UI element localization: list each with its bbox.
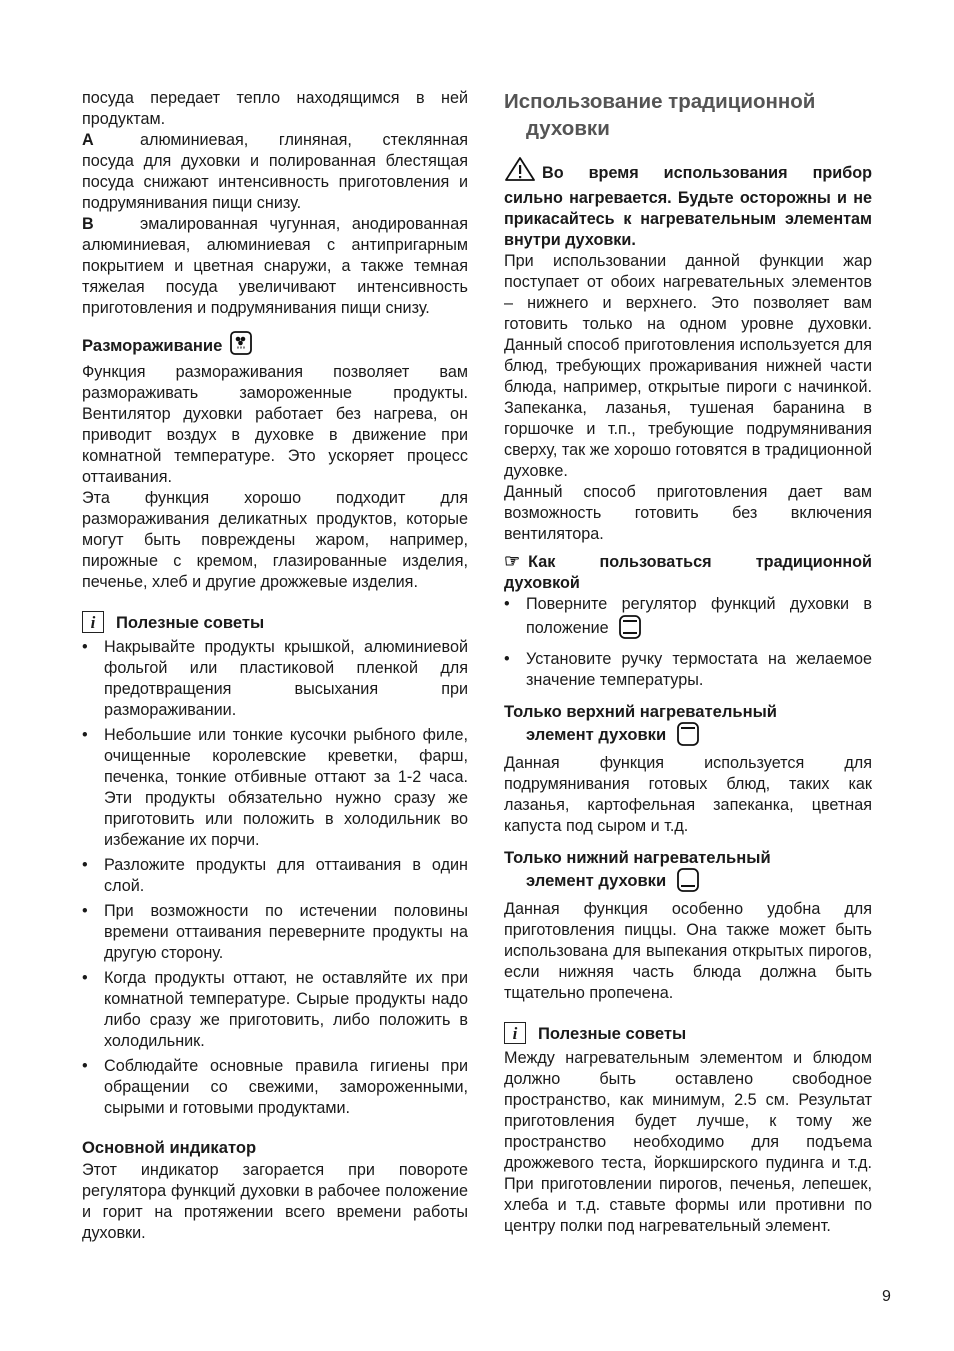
- warning-icon: [504, 156, 536, 188]
- defrost-paragraph-1: Функция размораживания позволяет вам размораживать замороженные продукты. Вентилятор духовки работает без нагрева, он приводит воздух в духовке в движение при комнатной температуре. Это ускоряет процесс оттаивания.: [82, 363, 468, 486]
- bottom-heat-icon: [677, 868, 699, 897]
- indicator-text: Этот индикатор загорается при повороте регулятора функций духовки в рабочее положение и горит на протяжении всего времени работы духовки.: [82, 1161, 468, 1242]
- right-tips-title: Полезные советы: [538, 1023, 687, 1043]
- right-tips-text: Между нагревательным элементом и блюдом должно быть оставлено свободное пространство, как минимум, 2.5 см. Результат приготовления будет лучше, к тому же пространство необходимо для подъема дрожжевого теста, йоркширского пудинга и т.д. При приготовлении пирогов, печенья, лепешек, хлеба и т.д. ставьте формы или противни по центру полки под нагревательный элемент.: [504, 1049, 872, 1235]
- section-title: [504, 88, 872, 142]
- list-item: • Когда продукты оттают, не оставляйте их при комнатной температуре. Сырые продукты надо либо сразу же приготовить, либо положить в холодильник.: [82, 968, 468, 1052]
- tips-heading: [82, 611, 468, 633]
- list-item: • Соблюдайте основные правила гигиены при обращении со свежими, замороженными, сырыми и готовыми продуктами.: [82, 1056, 468, 1119]
- bottom-element-text: Данная функция особенно удобна для приготовления пиццы. Она также может быть использована для выпекания открытых пирогов, если нижняя часть блюда должна быть тщательно пропечена.: [504, 900, 872, 1002]
- top-element-heading: Только верхний нагревательный элемент духовки: [504, 701, 872, 751]
- top-element-text: Данная функция используется для подрумянивания готовых блюд, таких как лазанья, картофельная запеканка, цветная капуста под сыром и т.д.: [504, 754, 872, 835]
- bottom-element-heading: Только нижний нагревательный элемент духовки: [504, 847, 872, 897]
- defrost-title: Размораживание: [82, 336, 223, 355]
- list-item: • При возможности по истечении половины времени оттаивания переверните продукты на другую сторону.: [82, 901, 468, 964]
- howto-heading: ☞ Как пользоваться традиционной духовкой: [504, 551, 872, 592]
- info-icon: i: [82, 611, 104, 633]
- info-icon: i: [504, 1022, 526, 1044]
- list-item: • Разложите продукты для оттаивания в один слой.: [82, 855, 468, 897]
- tips-list: [82, 637, 468, 1119]
- right-tips-heading: [504, 1022, 872, 1044]
- list-item: • Накрывайте продукты крышкой, алюминиевой фольгой или пластиковой пленкой для предотвращения высыхания при размораживании.: [82, 637, 468, 721]
- item-a-full: алюминиевая, глиняная, стеклянная посуда для духовки и полированная блестящая посуда снижают интенсивность приготовления и подрумянивания пищи снизу.: [82, 131, 468, 212]
- defrost-paragraph-2: Эта функция хорошо подходит для размораживания деликатных продуктов, которые могут быть повреждены жаром, например, пирожные с кремом, глазированные изделия, печенье, хлеб и другие дрожжевые изделия.: [82, 489, 468, 591]
- right-paragraph-1: При использовании данной функции жар поступает от обоих нагревательных элементов – нижнего и верхнего. Это позволяет вам готовить только на одном уровне духовки. Данный способ приготовления используется для блюд, требующих прожаривания нижней части блюда, например, открытые пироги с начинкой. Запеканка, лазанья, тушеная баранина в горшочке и т.п., требующие подрумянивания сверху, так же хорошо готовятся в традиционной духовке.: [504, 252, 872, 480]
- pointing-hand-icon: ☞: [504, 551, 521, 571]
- top-heat-icon: [677, 722, 699, 751]
- right-paragraph-2: Данный способ приготовления дает вам возможность готовить без включения вентилятора.: [504, 483, 872, 543]
- left-column: [82, 88, 468, 1244]
- defrost-icon: [230, 331, 252, 360]
- list-item: • Небольшие или тонкие кусочки рыбного филе, очищенные королевские креветки, фарш, печенка, тонкие отбивные оттают за 1-2 часа. Эти продукты обязательно нужно сразу же приготовить или положить в холодильник во избежание их порчи.: [82, 725, 468, 851]
- right-column: [504, 88, 872, 1237]
- top-bottom-heat-icon: [619, 615, 641, 645]
- item-b-key: B: [82, 215, 94, 233]
- defrost-heading: [82, 331, 468, 360]
- svg-text:°°°: °°°: [236, 346, 246, 353]
- list-item: • Установите ручку термостата на желаемое значение температуры.: [504, 649, 872, 691]
- warning-text: Во время использования прибор сильно нагревается. Будьте осторожны и не прикасайтесь к нагревательным элементам внутри духовки.: [504, 156, 872, 251]
- howto-list: [504, 594, 872, 691]
- item-a-key: A: [82, 131, 94, 149]
- indicator-heading: Основной индикатор: [82, 1138, 257, 1157]
- tips-title: Полезные советы: [116, 612, 265, 632]
- intro-text: посуда передает тепло находящимся в ней продуктам.: [82, 89, 468, 128]
- page-number: 9: [882, 1288, 891, 1305]
- item-b-full: эмалированная чугунная, анодированная алюминиевая, алюминиевая с антипригарным покрытием и цветная снаружи, а также темная тяжелая посуда увеличивают интенсивность приготовления и подрумянивания пищи снизу.: [82, 215, 468, 317]
- section-title-line-1: Использование традиционной: [504, 90, 816, 113]
- section-title-line-2: духовки: [526, 117, 610, 140]
- list-item: • Поверните регулятор функций духовки в положение: [504, 594, 872, 645]
